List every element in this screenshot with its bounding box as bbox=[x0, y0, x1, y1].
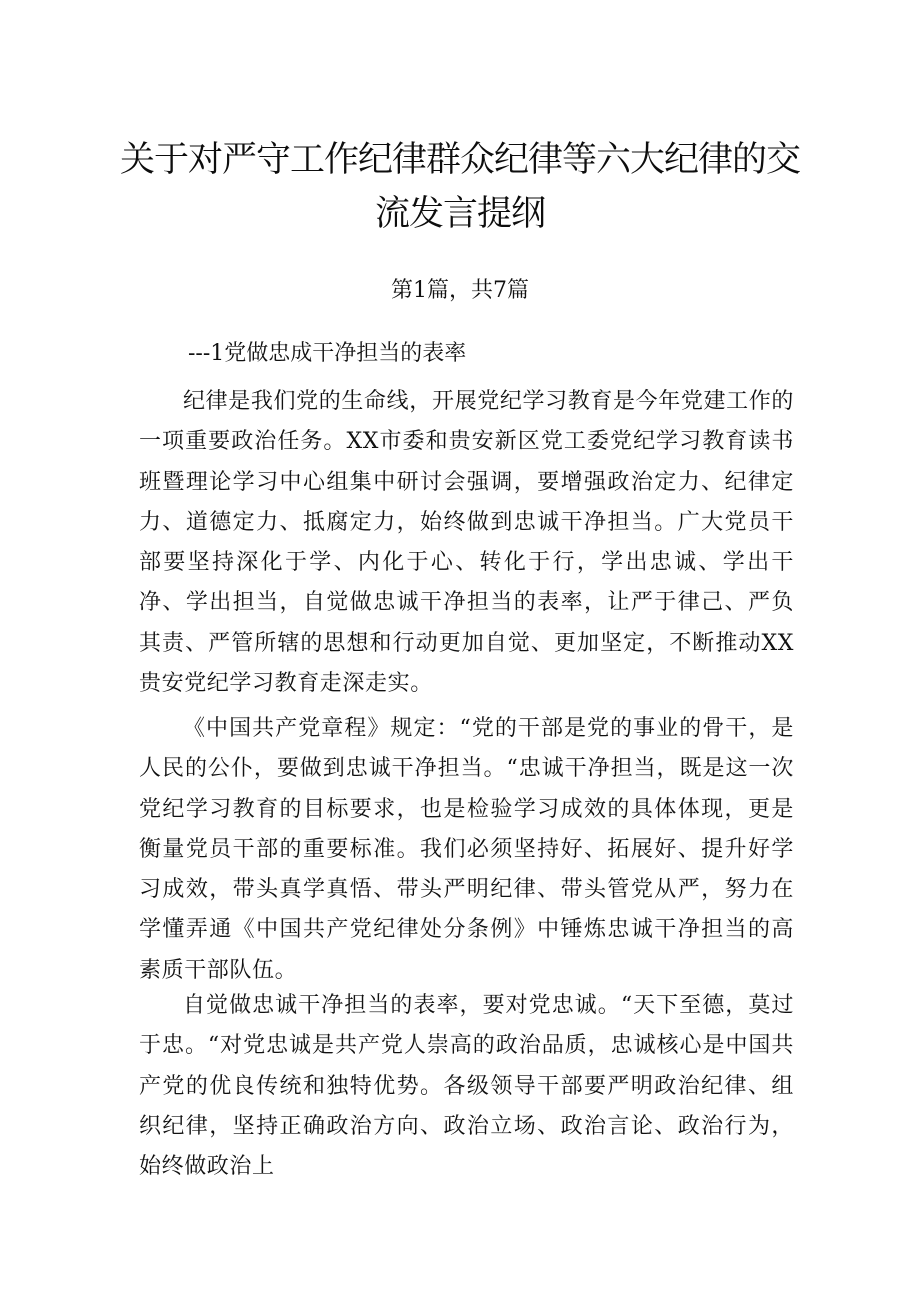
paragraph-1: 纪律是我们党的生命线，开展党纪学习教育是今年党建工作的一项重要政治任务。XX市委和贵安新区党工委党纪学习教育读书班暨理论学习中心组集中研讨会强调，要增强政治定力、纪律定力、道德定力、抵腐定力，始终做到忠诚干净担当。广大党员干部要坚持深化于学、内化于心、转化于行，学出忠诚、学出干净、学出担当，自觉做忠诚干净担当的表率，让严于律己、严负其责、严管所辖的思想和行动更加自觉、更加坚定，不断推动XX贵安党纪学习教育走深走实。 bbox=[139, 389, 794, 697]
document-title: 关于对严守工作纪律群众纪律等六大纪律的交流发言提纲 bbox=[119, 140, 800, 235]
document-subtitle: 第1篇，共7篇 bbox=[391, 278, 529, 303]
paragraph-2: 《中国共产党章程》规定：“党的干部是党的事业的骨干，是人民的公仆，要做到忠诚干净担当。“忠诚干净担当，既是这一次党纪学习教育的目标要求，也是检验学习成效的具体体现，更是衡量党员干部的重要标准。我们必须坚持好、拓展好、提升好学习成效，带头真学真悟、带头严明纪律、带头管党从严，努力在学懂弄通《中国共产党纪律处分条例》中锤炼忠诚干净担当的高素质干部队伍。 bbox=[139, 716, 794, 983]
paragraph-3: 自觉做忠诚干净担当的表率，要对党忠诚。“天下至德，莫过于忠。“对党忠诚是共产党人崇高的政治品质，忠诚核心是中国共产党的优良传统和独特优势。各级领导干部要严明政治纪律、组织纪律，坚持正确政治方向、政治立场、政治言论、政治行为，始终做政治上 bbox=[139, 993, 794, 1180]
section-heading: ---1党做忠成干净担当的表率 bbox=[188, 341, 467, 366]
